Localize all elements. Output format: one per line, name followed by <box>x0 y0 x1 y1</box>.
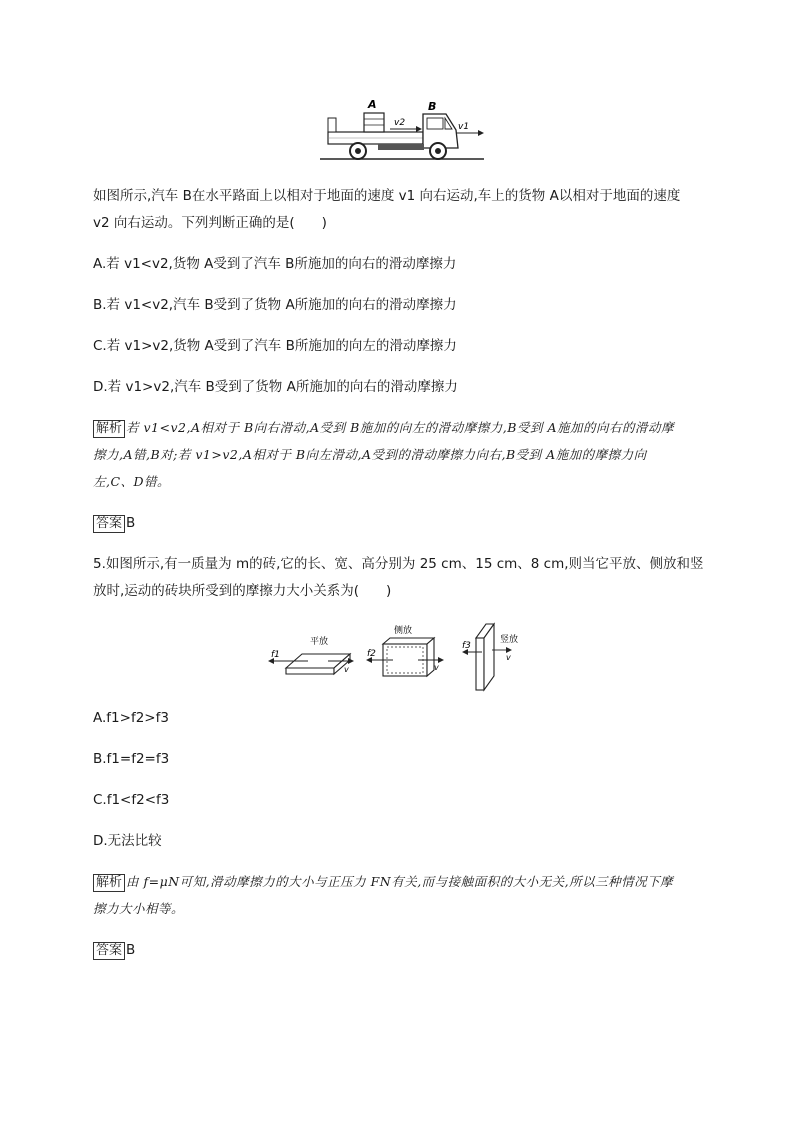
q4-answer-line <box>93 513 135 533</box>
brick-orientation-figure <box>268 620 530 694</box>
label-side: 侧放 <box>394 626 413 636</box>
answer-tag: 答案 <box>93 942 125 960</box>
q5-analysis-line2: 擦力大小相等。 <box>93 901 185 916</box>
label-a: A <box>368 98 377 111</box>
label-v-vertical: v <box>506 653 511 662</box>
label-f3: f3 <box>462 641 471 651</box>
q4-option-b: B.若 v1<v2,汽车 B受到了货物 A所施加的向右的滑动摩擦力 <box>93 297 457 313</box>
label-v2: v2 <box>394 118 406 128</box>
label-flat: 平放 <box>310 637 329 647</box>
q4-analysis-line2: 擦力,A错,B对;若 v1>v2,A相对于 B向左滑动,A受到的滑动摩擦力向右,B受到 A施加的摩擦力向 <box>93 447 647 462</box>
label-vertical: 竖放 <box>500 635 519 645</box>
q4-analysis-line3: 左,C、D错。 <box>93 474 171 489</box>
brick-flat <box>268 635 354 674</box>
label-v-flat: v <box>344 665 349 674</box>
label-v-side: v <box>434 663 439 672</box>
q5-option-c: C.f1<f2<f3 <box>93 792 170 808</box>
q5-analysis-line1 <box>93 872 673 892</box>
q5-option-d: D.无法比较 <box>93 833 162 849</box>
label-b: B <box>428 100 437 113</box>
q4-option-d: D.若 v1>v2,汽车 B受到了货物 A所施加的向右的滑动摩擦力 <box>93 379 458 395</box>
q5-option-b: B.f1=f2=f3 <box>93 751 170 767</box>
q5-stem-line1: 5.如图所示,有一质量为 m的砖,它的长、宽、高分别为 25 cm、15 cm、8 cm,则当它平放、侧放和竖 <box>93 556 704 572</box>
q5-option-a: A.f1>f2>f3 <box>93 710 169 726</box>
label-f2: f2 <box>367 649 376 659</box>
cargo-a <box>364 113 384 132</box>
q5-answer: B <box>126 942 136 958</box>
brick-vertical <box>462 624 518 690</box>
brick-side <box>366 624 444 676</box>
q4-option-c: C.若 v1>v2,货物 A受到了汽车 B所施加的向左的滑动摩擦力 <box>93 338 457 354</box>
label-v1: v1 <box>458 122 470 132</box>
analysis-tag: 解析 <box>93 420 125 438</box>
q5-stem-line2: 放时,运动的砖块所受到的摩擦力大小关系为( ) <box>93 583 392 599</box>
q4-stem-line1: 如图所示,汽车 B在水平路面上以相对于地面的速度 v1 向右运动,车上的货物 A以相对于地面的速度 <box>93 188 681 204</box>
answer-tag: 答案 <box>93 515 125 533</box>
q4-analysis-text1: 若 v1<v2,A相对于 B向右滑动,A受到 B施加的向左的滑动摩擦力,B受到 A施加的向右的滑动摩 <box>126 420 674 435</box>
q4-answer: B <box>126 515 136 531</box>
q5-answer-line <box>93 940 135 960</box>
q4-option-a: A.若 v1<v2,货物 A受到了汽车 B所施加的向右的滑动摩擦力 <box>93 256 457 272</box>
q4-analysis-line1 <box>93 418 674 438</box>
q4-stem-line2: v2 向右运动。下列判断正确的是( ) <box>93 215 327 231</box>
truck-cargo-figure <box>318 96 488 164</box>
q5-analysis-text1: 由 f=μN可知,滑动摩擦力的大小与正压力 FN有关,而与接触面积的大小无关,所以三种情况下摩 <box>126 874 674 889</box>
label-f1: f1 <box>271 650 280 660</box>
analysis-tag: 解析 <box>93 874 125 892</box>
